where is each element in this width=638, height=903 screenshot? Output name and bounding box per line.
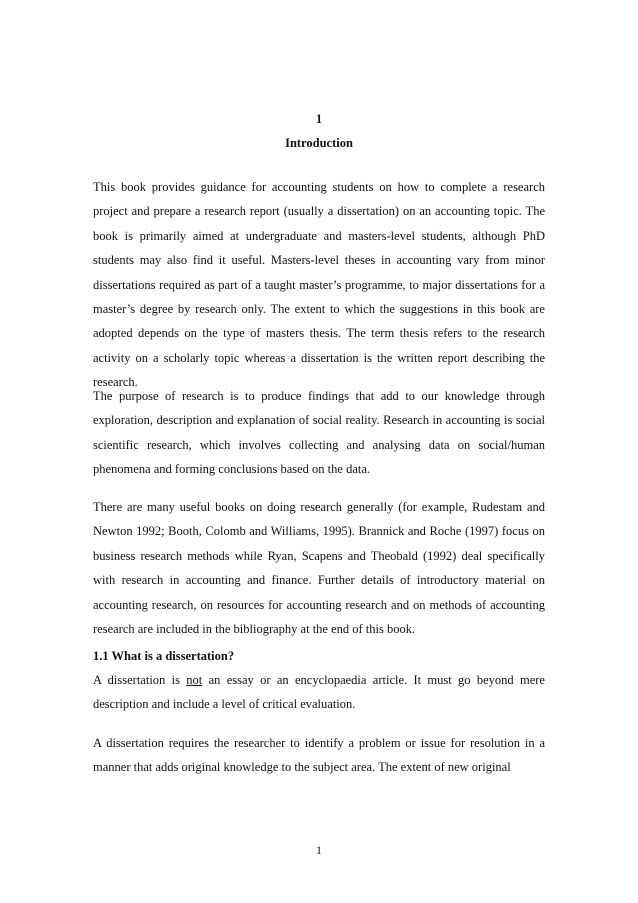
section-heading: 1.1 What is a dissertation? [93,649,235,663]
paragraph-dissertation-requirements: A dissertation requires the researcher to identify a problem or issue for resolution in a manner that adds original knowledge to the subject area. The extent of new original [93,736,545,775]
paragraph-dissertation-definition [93,668,545,717]
paragraph-text-start: A dissertation is [93,673,187,687]
paragraph-intro: This book provides guidance for accounting students on how to complete a research project and prepare a research report (usually a dissertation) on an accounting topic. The book is primarily aimed at undergraduate and masters-level students, although PhD students may also find it useful. Masters-level theses in accounting vary from minor dissertations required as part of a taught master’s programme, to major dissertations for a master’s degree by research only. The extent to which the suggestions in this book are adopted depends on the type of masters thesis. The term thesis refers to the research activity on a scholarly topic whereas a dissertation is the written report describing the research. [93,180,545,390]
chapter-title: Introduction [285,136,353,150]
underlined-word: not [186,673,203,687]
paragraph-references: There are many useful books on doing research generally (for example, Rudestam and Newton 1992; Booth, Colomb and Williams, 1995). Brannick and Roche (1997) focus on business research methods while Ryan, Scapens and Theobald (1992) deal specifically with research in accounting and finance. Further details of introductory material on accounting research, on resources for accounting research and on methods of accounting research are included in the bibliography at the end of this book. [93,500,545,637]
page-number: 1 [316,845,322,857]
chapter-number: 1 [315,112,323,126]
paragraph-purpose: The purpose of research is to produce findings that add to our knowledge through exploration, description and explanation of social reality. Research in accounting is social scientific research, which involves collecting and analysing data on social/human phenomena and forming conclusions based on the data. [93,389,545,477]
paragraph-text-end: an essay or an encyclopaedia article. It must go beyond mere description and include a level of critical evaluation. [93,673,545,712]
